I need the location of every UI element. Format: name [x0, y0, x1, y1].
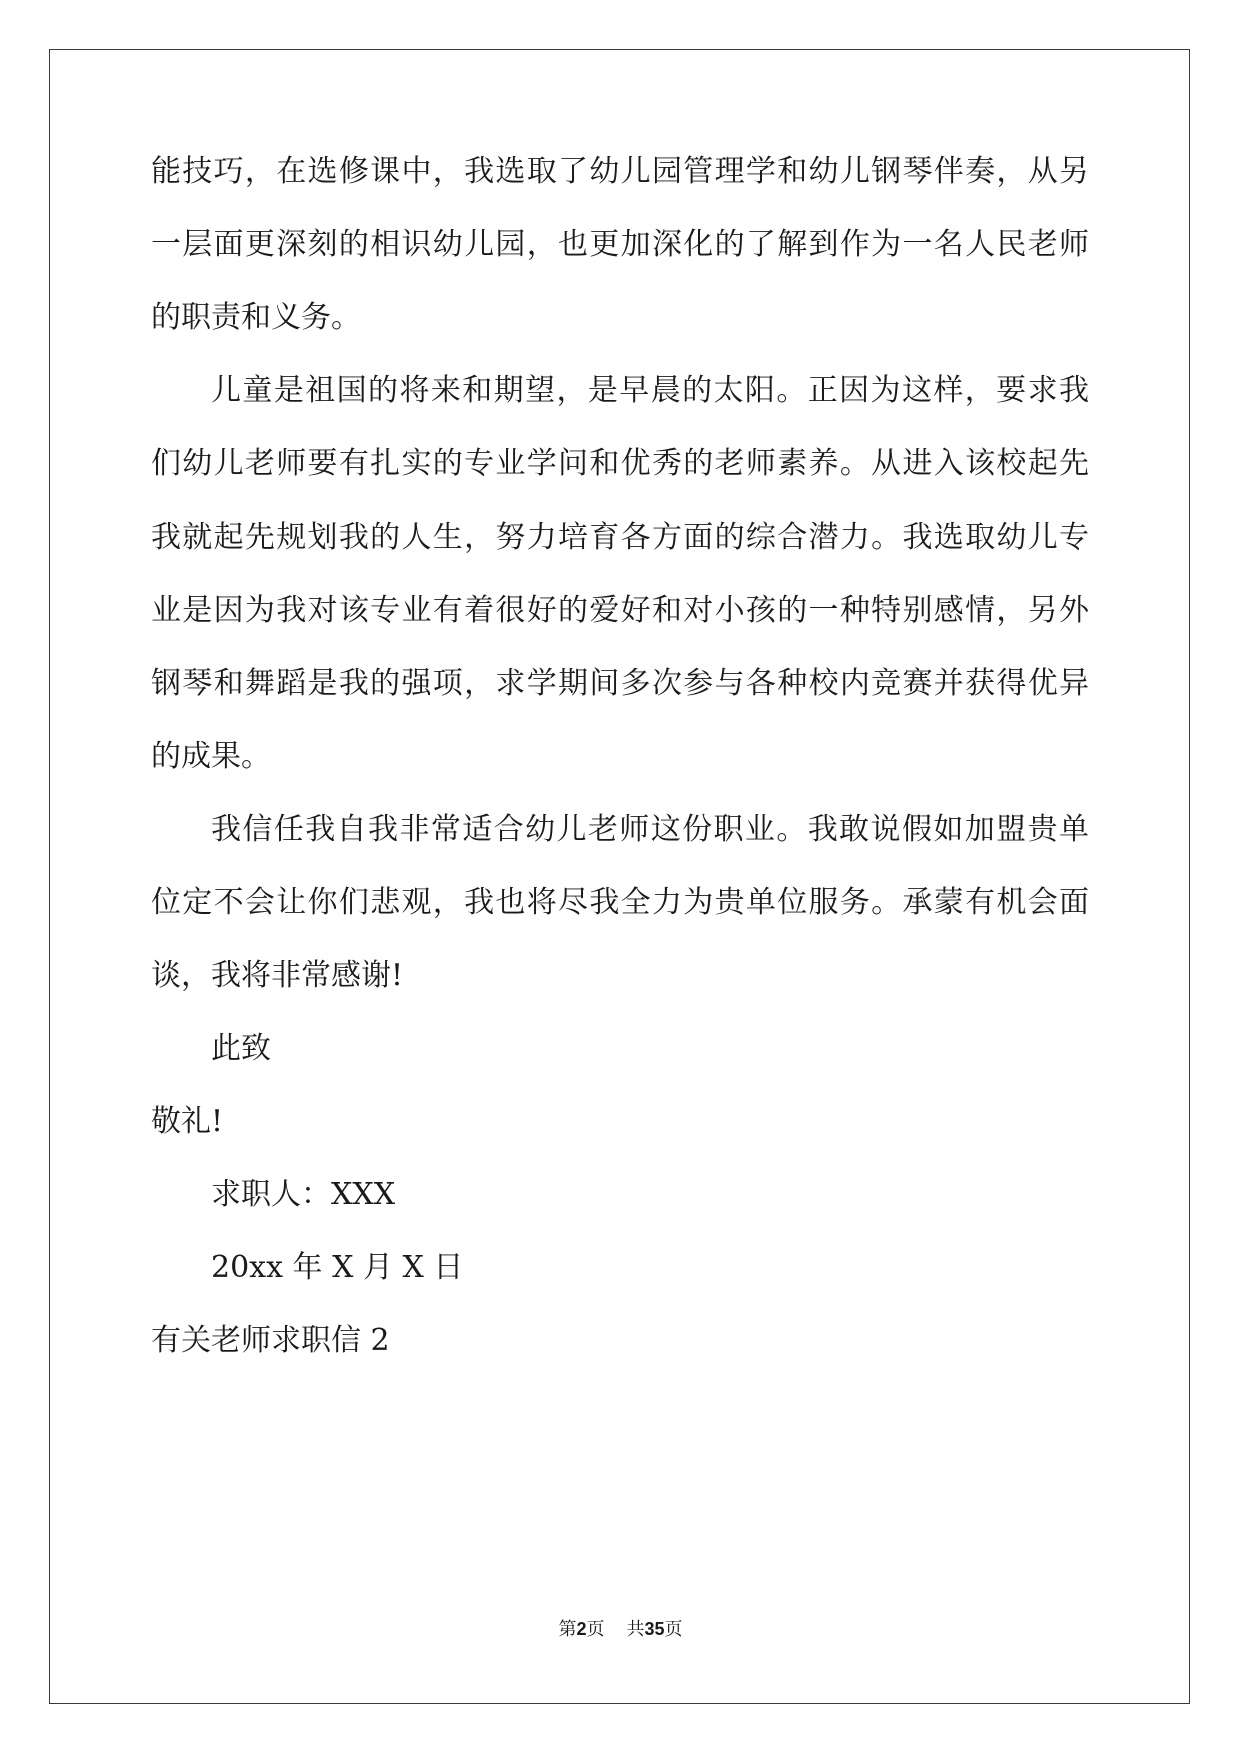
closing-text: 此致 — [211, 1031, 271, 1066]
page-prefix: 第 — [558, 1619, 577, 1640]
paragraph-line: 我信任我自我非常适合幼儿老师这份职业。我敢说假如加盟贵单 — [211, 812, 1089, 847]
total-pages: 35 — [644, 1619, 665, 1639]
paragraph-line: 能技巧，在选修课中，我选取了幼儿园管理学和幼儿钢琴伴奏，从另 — [151, 154, 1089, 189]
paragraph-line: 儿童是祖国的将来和期望，是早晨的太阳。正因为这样，要求我 — [211, 373, 1089, 408]
paragraph-line: 的成果。 — [151, 739, 271, 774]
paragraph-line: 钢琴和舞蹈是我的强项，求学期间多次参与各种校内竞赛并获得优异 — [151, 666, 1089, 701]
paragraph-line: 业是因为我对该专业有着很好的爱好和对小孩的一种特别感情，另外 — [151, 593, 1089, 628]
next-letter-title: 有关老师求职信 2 — [151, 1323, 390, 1358]
paragraph-line: 一层面更深刻的相识幼儿园，也更加深化的了解到作为一名人民老师 — [151, 227, 1089, 262]
paragraph-line: 们幼儿老师要有扎实的专业学问和优秀的老师素养。从进入该校起先 — [151, 446, 1089, 481]
paragraph-line: 谈，我将非常感谢! — [151, 958, 404, 993]
salute-text: 敬礼! — [151, 1104, 224, 1139]
paragraph-line: 我就起先规划我的人生，努力培育各方面的综合潜力。我选取幼儿专 — [151, 520, 1089, 555]
page-footer — [0, 1617, 1241, 1642]
paragraph-line: 位定不会让你们悲观，我也将尽我全力为贵单位服务。承蒙有机会面 — [151, 885, 1089, 920]
page-number: 2 — [576, 1619, 587, 1639]
total-suffix: 页 — [664, 1619, 683, 1640]
total-prefix: 共 — [626, 1619, 645, 1640]
date-text: 20xx 年 X 月 X 日 — [211, 1250, 464, 1285]
page-suffix: 页 — [586, 1619, 605, 1640]
signature-text: 求职人：XXX — [211, 1177, 396, 1212]
paragraph-line: 的职责和义务。 — [151, 300, 361, 335]
